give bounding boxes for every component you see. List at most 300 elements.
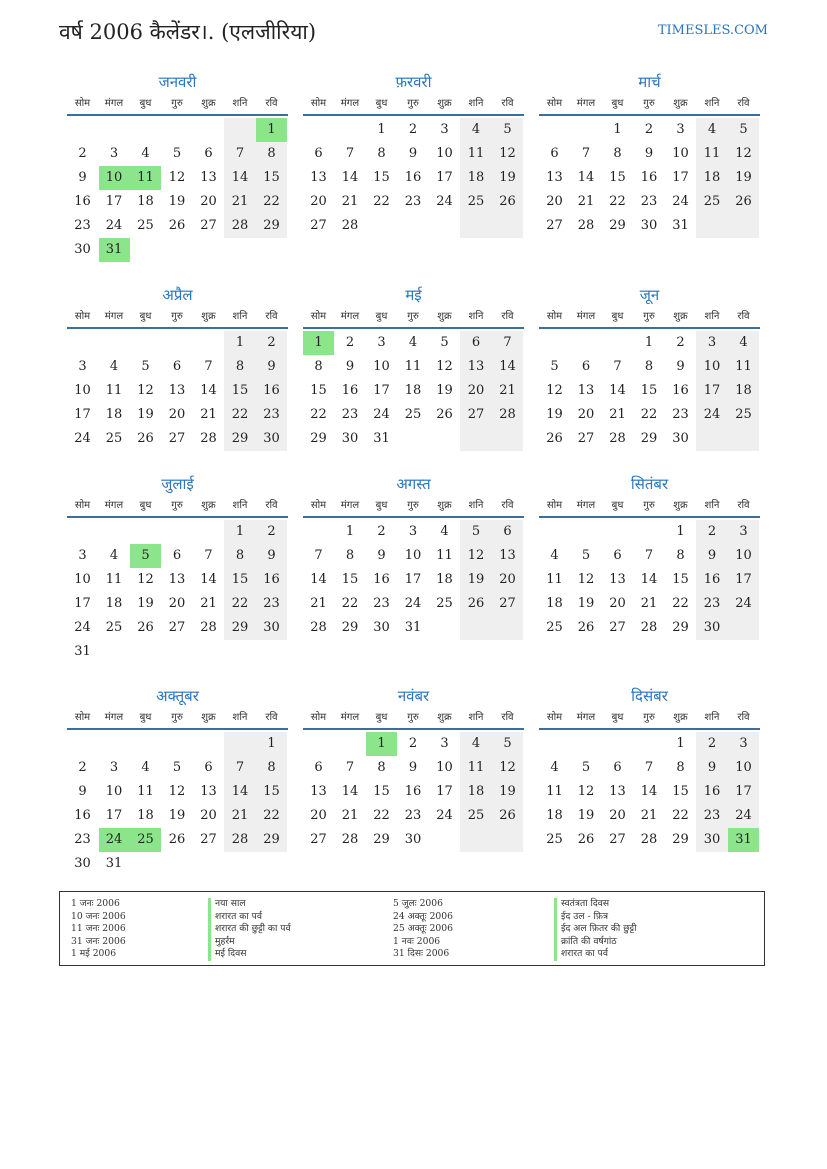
day-cell: 20 (310, 808, 327, 823)
day-cell: 29 (609, 218, 626, 233)
weekday-label: शनि (232, 712, 248, 723)
holiday-date: 11 जनः 2006 (71, 923, 126, 934)
day-cell: 22 (231, 407, 249, 422)
weekday-label: बुध (611, 98, 624, 109)
day-cell: 4 (739, 335, 748, 350)
day-cell: 21 (640, 596, 658, 611)
day-cell: 2 (345, 335, 355, 350)
day-cell: 28 (499, 407, 516, 422)
weekday-label: मंगल (104, 311, 124, 322)
weekday-label: सोम (74, 712, 91, 723)
day-cell: 6 (314, 760, 323, 775)
day-cell: 10 (735, 760, 752, 775)
day-cell: 11 (105, 383, 123, 398)
day-cell: 21 (499, 383, 516, 398)
day-cell: 16 (373, 572, 390, 587)
day-cell: 7 (345, 760, 355, 775)
day-cell: 24 (404, 596, 422, 611)
day-cell: 26 (436, 407, 453, 422)
month-name: दिसंबर (631, 687, 668, 705)
holiday-day-cell: 24 (99, 828, 130, 852)
day-cell: 7 (503, 335, 512, 350)
holiday-day-cell: 10 (99, 166, 130, 190)
day-cell: 14 (609, 383, 626, 398)
day-cell: 4 (408, 335, 418, 350)
day-cell: 2 (408, 122, 418, 137)
day-cell: 17 (404, 572, 422, 587)
day-cell: 30 (373, 620, 390, 635)
month-name: जून (639, 286, 660, 304)
day-cell: 21 (341, 194, 359, 209)
day-cell: 21 (609, 407, 626, 422)
weekday-label: मंगल (340, 311, 360, 322)
day-cell: 20 (168, 407, 186, 422)
day-cell: 16 (640, 170, 658, 185)
day-cell: 25 (137, 218, 154, 233)
day-cell: 11 (546, 572, 563, 587)
day-cell: 29 (263, 218, 280, 233)
day-cell: 22 (640, 407, 658, 422)
day-cell: 17 (735, 784, 752, 799)
weekday-label: रवि (737, 500, 750, 511)
day-cell: 3 (78, 359, 87, 374)
weekday-label: मंगल (576, 500, 596, 511)
day-cell: 14 (231, 784, 249, 799)
holiday-name: शरारत का पर्व (208, 911, 262, 924)
day-cell: 21 (577, 194, 595, 209)
day-cell: 19 (577, 596, 595, 611)
day-cell: 14 (341, 170, 359, 185)
weekday-label: रवि (737, 311, 750, 322)
day-cell: 4 (707, 122, 717, 137)
weekday-label: शनि (468, 98, 484, 109)
month-name: मई (405, 286, 422, 304)
day-cell: 18 (436, 572, 453, 587)
day-cell: 1 (676, 736, 685, 751)
day-cell: 7 (314, 548, 323, 563)
day-cell: 12 (467, 548, 485, 563)
day-cell: 11 (105, 572, 123, 587)
day-cell: 6 (172, 548, 182, 563)
day-cell: 12 (499, 760, 516, 775)
day-cell: 2 (78, 760, 87, 775)
day-cell: 12 (735, 146, 752, 161)
month-name: नवंबर (397, 687, 430, 705)
weekday-label: गुरु (407, 712, 419, 723)
weekday-label: शुक्र (437, 500, 452, 511)
day-cell: 21 (231, 194, 249, 209)
day-cell: 3 (408, 524, 418, 539)
day-cell: 26 (577, 620, 595, 635)
day-cell: 6 (613, 760, 622, 775)
day-cell: 11 (137, 784, 154, 799)
weekday-label: बुध (139, 311, 152, 322)
day-cell: 13 (200, 784, 217, 799)
day-cell: 9 (78, 170, 87, 185)
day-cell: 9 (345, 359, 355, 374)
weekday-label: रवि (265, 98, 278, 109)
day-cell: 18 (105, 596, 123, 611)
day-cell: 13 (168, 572, 186, 587)
day-cell: 19 (577, 808, 595, 823)
day-cell: 25 (404, 407, 422, 422)
day-cell: 5 (581, 760, 591, 775)
weekday-label: शनि (232, 311, 248, 322)
weekday-label: मंगल (340, 98, 360, 109)
day-cell: 16 (404, 170, 422, 185)
day-cell: 20 (467, 383, 485, 398)
day-cell: 10 (404, 548, 422, 563)
day-cell: 19 (137, 407, 154, 422)
month-name: अक्तूबर (156, 687, 199, 705)
day-cell: 7 (345, 146, 355, 161)
day-cell: 9 (707, 760, 717, 775)
month-calendar (539, 685, 760, 905)
day-cell: 9 (408, 146, 418, 161)
day-cell: 6 (550, 146, 559, 161)
day-cell: 29 (672, 620, 689, 635)
day-cell: 13 (609, 784, 626, 799)
weekday-label: शुक्र (201, 500, 216, 511)
weekday-label: सोम (310, 311, 327, 322)
day-cell: 22 (341, 596, 359, 611)
holiday-name: स्वतंत्रता दिवस (554, 898, 609, 911)
day-cell: 20 (609, 808, 626, 823)
month-name: सितंबर (630, 475, 669, 493)
weekday-label: बुध (139, 98, 152, 109)
day-cell: 8 (676, 760, 685, 775)
day-cell: 3 (377, 335, 386, 350)
day-cell: 23 (74, 832, 91, 847)
weekday-label: शुक्र (437, 712, 452, 723)
day-cell: 7 (644, 760, 654, 775)
day-cell: 16 (703, 784, 721, 799)
day-cell: 1 (345, 524, 355, 539)
day-cell: 15 (672, 572, 689, 587)
day-cell: 30 (341, 431, 359, 446)
day-cell: 24 (672, 194, 689, 209)
day-cell: 17 (672, 170, 689, 185)
day-cell: 30 (74, 242, 91, 257)
day-cell: 15 (373, 784, 390, 799)
header-rule (67, 516, 288, 518)
day-cell: 25 (105, 620, 123, 635)
day-cell: 21 (310, 596, 327, 611)
day-cell: 24 (105, 218, 123, 233)
day-cell: 12 (499, 146, 516, 161)
day-cell: 12 (168, 784, 186, 799)
weekday-label: शुक्र (673, 500, 688, 511)
day-cell: 11 (404, 359, 422, 374)
day-cell: 25 (105, 431, 123, 446)
day-cell: 27 (609, 832, 626, 847)
day-cell: 18 (137, 808, 154, 823)
holiday-date: 1 जनः 2006 (71, 898, 120, 909)
day-cell: 19 (499, 170, 516, 185)
weekday-label: शनि (704, 500, 720, 511)
day-cell: 13 (577, 383, 595, 398)
weekday-label: बुध (375, 311, 388, 322)
day-cell: 6 (581, 359, 591, 374)
day-cell: 13 (310, 170, 327, 185)
weekday-label: बुध (611, 500, 624, 511)
weekday-label: गुरु (171, 712, 183, 723)
month-calendar (303, 685, 524, 905)
day-cell: 17 (436, 170, 453, 185)
month-name: जुलाई (161, 475, 194, 493)
day-cell: 17 (373, 383, 390, 398)
day-cell: 31 (74, 644, 91, 659)
month-calendar (539, 71, 760, 291)
day-cell: 21 (231, 808, 249, 823)
day-cell: 8 (267, 146, 276, 161)
day-cell: 15 (341, 572, 359, 587)
weekday-label: सोम (546, 500, 563, 511)
weekday-label: गुरु (171, 311, 183, 322)
holiday-name: शरारत का पर्व (554, 948, 608, 961)
day-cell: 8 (267, 760, 276, 775)
day-cell: 8 (613, 146, 622, 161)
day-cell: 9 (377, 548, 386, 563)
day-cell: 27 (310, 218, 327, 233)
weekday-label: गुरु (643, 311, 655, 322)
day-cell: 23 (640, 194, 658, 209)
weekday-label: गुरु (407, 311, 419, 322)
day-cell: 9 (78, 784, 87, 799)
holiday-date: 1 नवः 2006 (393, 935, 441, 947)
day-cell: 29 (672, 832, 689, 847)
day-cell: 1 (613, 122, 622, 137)
day-cell: 6 (471, 335, 481, 350)
day-cell: 31 (404, 620, 422, 635)
day-cell: 22 (672, 808, 689, 823)
day-cell: 8 (377, 760, 386, 775)
day-cell: 8 (676, 548, 685, 563)
weekday-label: गुरु (643, 98, 655, 109)
day-cell: 11 (436, 548, 453, 563)
weekday-label: रवि (501, 311, 514, 322)
day-cell: 3 (440, 736, 449, 751)
day-cell: 14 (200, 383, 217, 398)
holiday-name: ईद अल फ़ितर की छुट्टी (554, 923, 637, 936)
day-cell: 22 (373, 808, 390, 823)
day-cell: 25 (735, 407, 752, 422)
day-cell: 15 (672, 784, 689, 799)
day-cell: 20 (546, 194, 563, 209)
holiday-date: 25 अक्तूः 2006 (393, 923, 453, 934)
day-cell: 27 (609, 620, 626, 635)
day-cell: 23 (74, 218, 91, 233)
day-cell: 17 (74, 596, 91, 611)
day-cell: 18 (467, 170, 485, 185)
day-cell: 25 (467, 808, 485, 823)
day-cell: 24 (74, 431, 91, 446)
day-cell: 16 (74, 808, 91, 823)
day-cell: 14 (200, 572, 217, 587)
day-cell: 17 (74, 407, 91, 422)
holiday-day-cell: 1 (256, 118, 287, 142)
day-cell: 15 (373, 170, 390, 185)
day-cell: 5 (503, 736, 512, 751)
day-cell: 15 (640, 383, 658, 398)
day-cell: 28 (200, 431, 217, 446)
day-cell: 23 (404, 808, 422, 823)
day-cell: 12 (577, 784, 595, 799)
day-cell: 4 (141, 146, 150, 161)
day-cell: 18 (735, 383, 752, 398)
day-cell: 9 (267, 359, 276, 374)
day-cell: 9 (408, 760, 418, 775)
weekday-label: शुक्र (673, 712, 688, 723)
day-cell: 1 (676, 524, 685, 539)
day-cell: 29 (373, 832, 390, 847)
weekday-label: शनि (232, 98, 248, 109)
day-cell: 2 (267, 335, 276, 350)
day-cell: 13 (310, 784, 327, 799)
day-cell: 28 (609, 431, 626, 446)
day-cell: 15 (231, 383, 249, 398)
day-cell: 28 (640, 832, 658, 847)
day-cell: 29 (341, 620, 359, 635)
day-cell: 22 (373, 194, 390, 209)
day-cell: 1 (235, 524, 245, 539)
page-title: वर्ष 2006 कैलेंडर।. (एलजीरिया) (59, 20, 317, 44)
holiday-day-cell: 11 (130, 166, 161, 190)
day-cell: 24 (735, 596, 752, 611)
day-cell: 27 (200, 832, 217, 847)
day-cell: 19 (499, 784, 516, 799)
weekday-label: रवि (265, 311, 278, 322)
holiday-name: मुहर्रम (208, 936, 235, 949)
month-name: अप्रैल (162, 286, 193, 304)
day-cell: 11 (703, 146, 721, 161)
weekday-label: मंगल (340, 712, 360, 723)
day-cell: 19 (546, 407, 563, 422)
day-cell: 11 (467, 760, 485, 775)
weekday-label: शनि (704, 712, 720, 723)
weekday-label: सोम (74, 500, 91, 511)
holiday-date: 31 दिसः 2006 (393, 948, 450, 959)
day-cell: 24 (436, 194, 453, 209)
day-cell: 8 (314, 359, 323, 374)
day-cell: 21 (200, 596, 217, 611)
day-cell: 28 (341, 218, 359, 233)
weekday-label: शुक्र (437, 311, 452, 322)
day-cell: 5 (172, 146, 182, 161)
day-cell: 2 (377, 524, 386, 539)
day-cell: 27 (200, 218, 217, 233)
day-cell: 26 (137, 431, 154, 446)
day-cell: 15 (231, 572, 249, 587)
weekday-label: रवि (737, 712, 750, 723)
day-cell: 27 (577, 431, 595, 446)
day-cell: 10 (735, 548, 752, 563)
holiday-date: 31 जनः 2006 (71, 935, 126, 947)
header-rule (67, 728, 288, 730)
header-rule (67, 114, 288, 116)
day-cell: 9 (676, 359, 685, 374)
weekday-label: मंगल (576, 712, 596, 723)
day-cell: 26 (467, 596, 485, 611)
weekday-label: शुक्र (673, 311, 688, 322)
month-calendar (303, 473, 524, 693)
day-cell: 3 (109, 760, 119, 775)
day-cell: 14 (310, 572, 327, 587)
holiday-day-cell: 1 (303, 331, 334, 355)
day-cell: 7 (613, 359, 622, 374)
day-cell: 22 (231, 596, 249, 611)
weekday-label: मंगल (576, 311, 596, 322)
holiday-name: क्रांति की वर्षगांठ (554, 936, 617, 949)
weekday-label: मंगल (104, 712, 124, 723)
day-cell: 7 (644, 548, 654, 563)
weekday-label: सोम (74, 311, 91, 322)
header-rule (539, 728, 760, 730)
day-cell: 1 (267, 736, 276, 751)
weekday-label: मंगल (104, 500, 124, 511)
header-rule (67, 327, 288, 329)
day-cell: 4 (550, 548, 559, 563)
day-cell: 28 (341, 832, 359, 847)
day-cell: 14 (231, 170, 249, 185)
day-cell: 8 (235, 548, 245, 563)
day-cell: 30 (404, 832, 422, 847)
day-cell: 28 (200, 620, 217, 635)
day-cell: 10 (436, 146, 453, 161)
day-cell: 5 (550, 359, 559, 374)
day-cell: 2 (707, 736, 717, 751)
day-cell: 30 (263, 431, 280, 446)
day-cell: 29 (231, 431, 249, 446)
day-cell: 21 (200, 407, 217, 422)
holiday-date: 24 अक्तूः 2006 (393, 910, 453, 922)
day-cell: 5 (172, 760, 182, 775)
day-cell: 31 (373, 431, 390, 446)
day-cell: 8 (644, 359, 654, 374)
day-cell: 23 (703, 596, 721, 611)
weekday-label: गुरु (643, 500, 655, 511)
day-cell: 13 (168, 383, 186, 398)
weekday-label: शुक्र (437, 98, 452, 109)
holiday-day-cell: 31 (728, 828, 759, 852)
day-cell: 27 (168, 431, 186, 446)
day-cell: 2 (267, 524, 276, 539)
site-link[interactable]: TIMESLES.COM (657, 23, 768, 38)
day-cell: 18 (404, 383, 422, 398)
day-cell: 20 (609, 596, 626, 611)
day-cell: 4 (550, 760, 559, 775)
weekday-label: शनि (704, 98, 720, 109)
day-cell: 23 (672, 407, 689, 422)
day-cell: 11 (735, 359, 752, 374)
day-cell: 4 (440, 524, 449, 539)
weekday-label: सोम (310, 98, 327, 109)
day-cell: 7 (235, 146, 245, 161)
day-cell: 7 (204, 359, 213, 374)
day-cell: 27 (467, 407, 485, 422)
weekday-label: बुध (139, 500, 152, 511)
day-cell: 1 (235, 335, 245, 350)
month-name: मार्च (638, 73, 661, 91)
day-cell: 18 (546, 808, 563, 823)
day-cell: 4 (109, 359, 119, 374)
holiday-list (59, 891, 765, 966)
day-cell: 17 (105, 808, 123, 823)
day-cell: 3 (109, 146, 119, 161)
day-cell: 29 (231, 620, 249, 635)
day-cell: 4 (109, 548, 119, 563)
day-cell: 2 (78, 146, 87, 161)
